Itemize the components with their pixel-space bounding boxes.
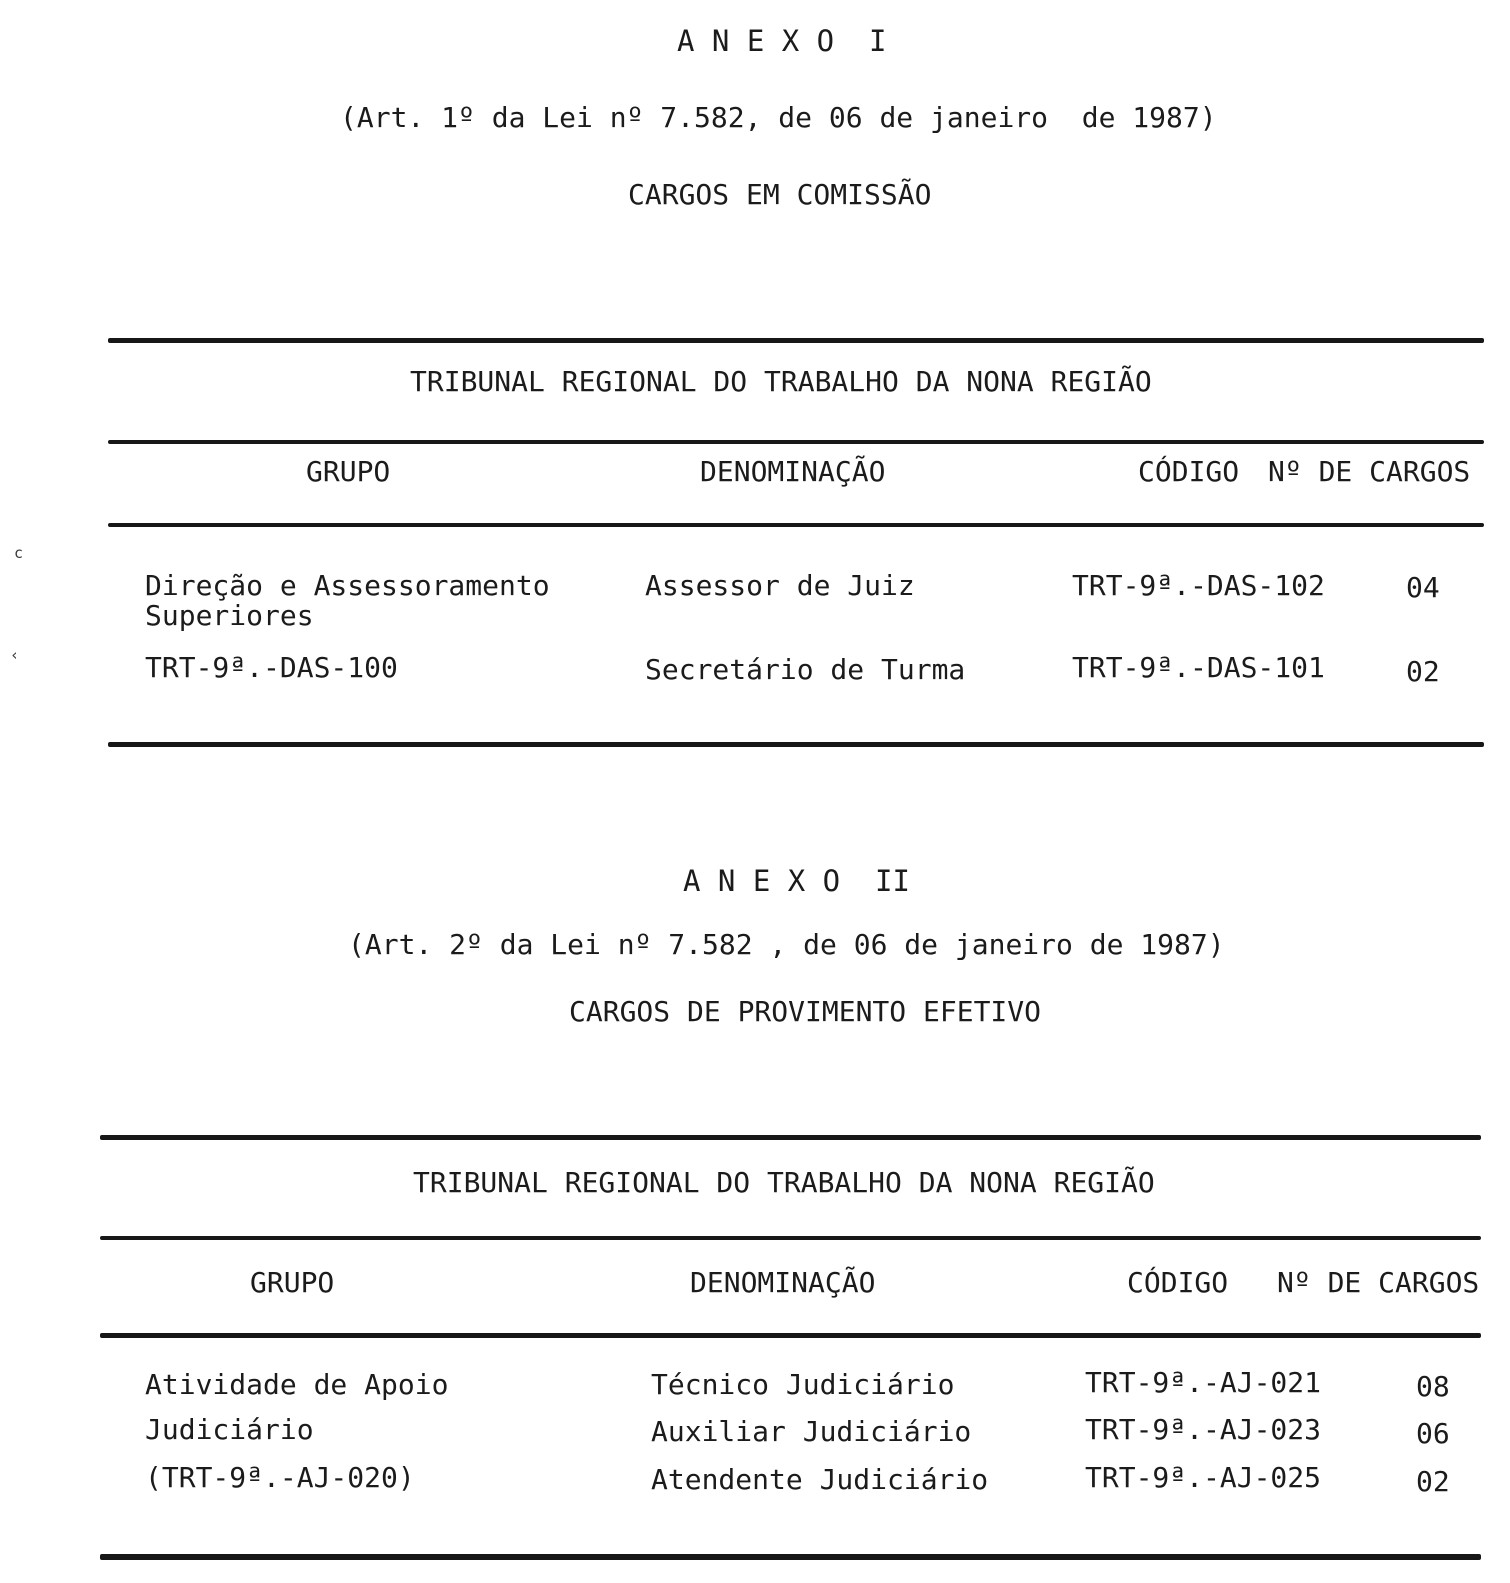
anexo1-title: A N E X O I bbox=[677, 24, 887, 58]
table2-grupo-line-3: (TRT-9ª.-AJ-020) bbox=[145, 1461, 415, 1494]
table2-grupo-line-1: Atividade de Apoio bbox=[145, 1368, 449, 1401]
table1-col-grupo: GRUPO bbox=[306, 455, 391, 488]
anexo2-heading: CARGOS DE PROVIMENTO EFETIVO bbox=[569, 995, 1042, 1028]
table1-grupo-line-2: Superiores bbox=[145, 599, 314, 632]
table2-row2-codigo: TRT-9ª.-AJ-023 bbox=[1085, 1413, 1322, 1446]
scan-artifact-top: c bbox=[14, 544, 24, 562]
table2-row2-denominacao: Auxiliar Judiciário bbox=[651, 1415, 972, 1448]
table1-row2-codigo: TRT-9ª.-DAS-101 bbox=[1072, 651, 1325, 684]
table2-col-cargos: Nº DE CARGOS bbox=[1277, 1266, 1480, 1299]
table2-row3-codigo: TRT-9ª.-AJ-025 bbox=[1085, 1461, 1322, 1494]
table1-row2-cargos: 02 bbox=[1406, 655, 1440, 688]
anexo1-heading: CARGOS EM COMISSÃO bbox=[628, 178, 932, 211]
table1-bottom-rule bbox=[108, 742, 1484, 747]
table1-col-cargos: Nº DE CARGOS bbox=[1268, 455, 1471, 488]
table2-header-rule bbox=[100, 1333, 1481, 1338]
table1-caption-rule bbox=[108, 440, 1484, 444]
table2-row3-denominacao: Atendente Judiciário bbox=[651, 1463, 989, 1496]
table2-row2-cargos: 06 bbox=[1416, 1417, 1450, 1450]
anexo2-title: A N E X O II bbox=[683, 864, 910, 898]
table1-top-rule bbox=[108, 338, 1484, 343]
table2-caption: TRIBUNAL REGIONAL DO TRABALHO DA NONA REGIÃO bbox=[413, 1166, 1155, 1199]
table1-row2-denominacao: Secretário de Turma bbox=[645, 653, 966, 686]
table2-caption-rule bbox=[100, 1236, 1481, 1240]
anexo2-subtitle: (Art. 2º da Lei nº 7.582 , de 06 de janeiro de 1987) bbox=[348, 928, 1225, 961]
table2-row1-cargos: 08 bbox=[1416, 1370, 1450, 1403]
table2-col-grupo: GRUPO bbox=[250, 1266, 335, 1299]
table1-row1-codigo: TRT-9ª.-DAS-102 bbox=[1072, 569, 1325, 602]
table1-header-rule bbox=[108, 523, 1484, 527]
table1-caption: TRIBUNAL REGIONAL DO TRABALHO DA NONA REGIÃO bbox=[410, 365, 1152, 398]
table1-col-denominacao: DENOMINAÇÃO bbox=[700, 455, 886, 488]
table2-grupo-line-2: Judiciário bbox=[145, 1413, 314, 1446]
table2-col-codigo: CÓDIGO bbox=[1127, 1266, 1229, 1299]
table2-row1-denominacao: Técnico Judiciário bbox=[651, 1368, 955, 1401]
table1-grupo-line-1: Direção e Assessoramento bbox=[145, 569, 550, 602]
anexo1-subtitle: (Art. 1º da Lei nº 7.582, de 06 de janeiro de 1987) bbox=[340, 101, 1217, 134]
table1-grupo-line-3: TRT-9ª.-DAS-100 bbox=[145, 651, 398, 684]
table2-top-rule bbox=[100, 1135, 1481, 1140]
table2-bottom-rule bbox=[100, 1554, 1481, 1560]
table1-col-codigo: CÓDIGO bbox=[1138, 455, 1240, 488]
table2-row1-codigo: TRT-9ª.-AJ-021 bbox=[1085, 1366, 1322, 1399]
table1-row1-denominacao: Assessor de Juiz bbox=[645, 569, 915, 602]
scan-artifact-bottom: ‹ bbox=[10, 646, 20, 664]
table2-row3-cargos: 02 bbox=[1416, 1465, 1450, 1498]
table1-row1-cargos: 04 bbox=[1406, 571, 1440, 604]
table2-col-denominacao: DENOMINAÇÃO bbox=[690, 1266, 876, 1299]
